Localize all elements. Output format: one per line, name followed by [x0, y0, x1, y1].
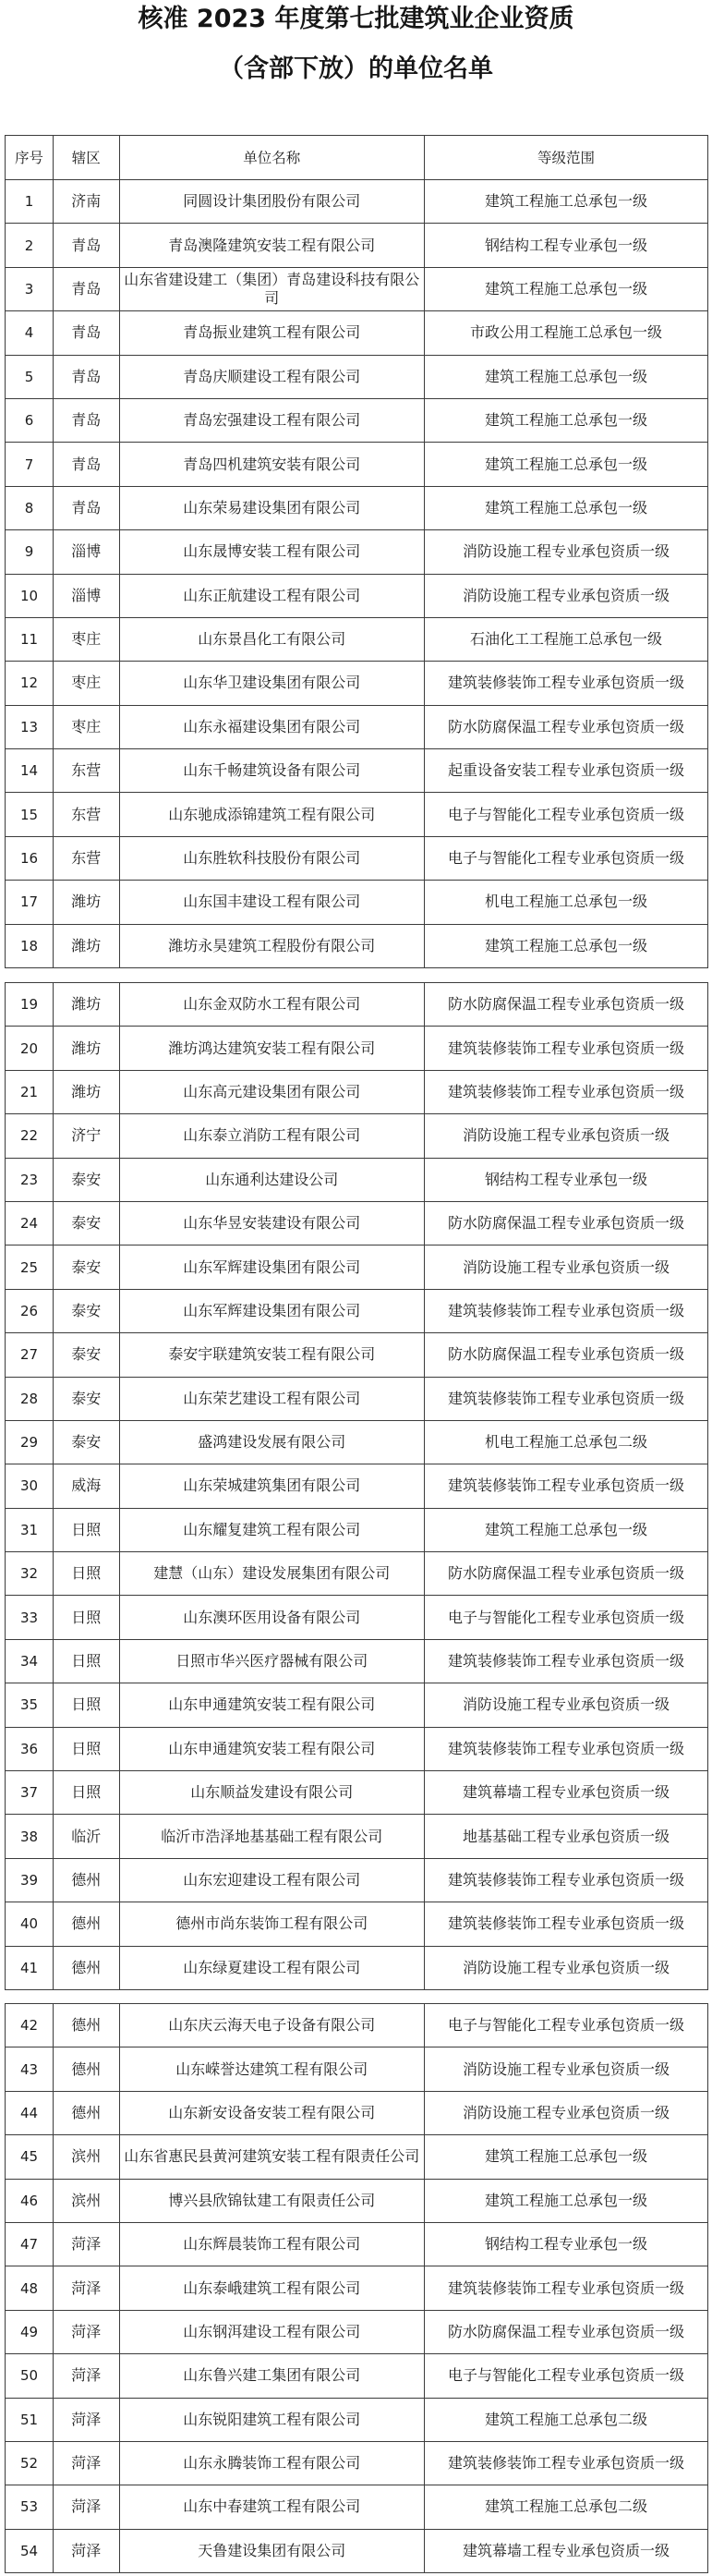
company-name-cell: 山东绿夏建设工程有限公司 [120, 1947, 426, 1990]
table-row [6, 2223, 708, 2266]
header-jurisdiction: 辖区 [54, 136, 120, 180]
qualification-scope-cell: 建筑装修装饰工程专业承包资质一级 [425, 1728, 708, 1771]
qualification-scope-cell: 建筑工程施工总承包一级 [425, 1509, 708, 1552]
qualification-scope-cell: 消防设施工程专业承包资质一级 [425, 1947, 708, 1990]
qualification-scope-cell: 建筑装修装饰工程专业承包资质一级 [425, 2266, 708, 2310]
row-number-cell: 21 [6, 1071, 54, 1114]
jurisdiction-cell: 东营 [54, 793, 120, 836]
table-row [6, 224, 708, 267]
row-number-cell: 9 [6, 530, 54, 574]
jurisdiction-cell: 枣庄 [54, 618, 120, 662]
table-row [6, 180, 708, 224]
company-name-cell: 日照市华兴医疗器械有限公司 [120, 1640, 426, 1683]
qualification-scope-cell: 地基基础工程专业承包资质一级 [425, 1815, 708, 1858]
qualification-table-section [5, 982, 708, 1990]
qualification-scope-cell: 建筑幕墙工程专业承包资质一级 [425, 1771, 708, 1815]
qualification-scope-cell: 消防设施工程专业承包资质一级 [425, 1114, 708, 1158]
company-name-cell: 同圆设计集团股份有限公司 [120, 180, 426, 224]
row-number-cell: 41 [6, 1947, 54, 1990]
qualification-scope-cell: 建筑工程施工总承包一级 [425, 399, 708, 443]
row-number-cell: 48 [6, 2266, 54, 2310]
table-row [6, 575, 708, 618]
company-name-cell: 山东永腾装饰工程有限公司 [120, 2442, 426, 2485]
table-row [6, 837, 708, 881]
jurisdiction-cell: 德州 [54, 1947, 120, 1990]
qualification-scope-cell: 电子与智能化工程专业承包资质一级 [425, 837, 708, 881]
qualification-scope-cell: 防水防腐保温工程专业承包资质一级 [425, 706, 708, 749]
qualification-scope-cell: 钢结构工程专业承包一级 [425, 1159, 708, 1202]
company-name-cell: 盛鸿建设发展有限公司 [120, 1421, 426, 1464]
jurisdiction-cell: 德州 [54, 1859, 120, 1902]
company-name-cell: 山东锐阳建筑工程有限公司 [120, 2399, 426, 2442]
row-number-cell: 23 [6, 1159, 54, 1202]
company-name-cell: 山东永福建设集团有限公司 [120, 706, 426, 749]
table-row [6, 706, 708, 749]
table-row [6, 983, 708, 1027]
row-number-cell: 19 [6, 983, 54, 1027]
company-name-cell: 山东新安设备安装工程有限公司 [120, 2092, 426, 2135]
company-name-cell: 山东晟博安装工程有限公司 [120, 530, 426, 574]
qualification-scope-cell: 建筑装修装饰工程专业承包资质一级 [425, 662, 708, 705]
table-row [6, 1815, 708, 1858]
jurisdiction-cell: 日照 [54, 1509, 120, 1552]
qualification-scope-cell: 建筑工程施工总承包二级 [425, 2399, 708, 2442]
table-row [6, 443, 708, 486]
jurisdiction-cell: 日照 [54, 1683, 120, 1727]
row-number-cell: 37 [6, 1771, 54, 1815]
table-row [6, 1333, 708, 1377]
qualification-scope-cell: 防水防腐保温工程专业承包资质一级 [425, 1552, 708, 1596]
jurisdiction-cell: 潍坊 [54, 925, 120, 968]
jurisdiction-cell: 德州 [54, 2047, 120, 2091]
table-row [6, 2530, 708, 2573]
table-row [6, 487, 708, 530]
jurisdiction-cell: 日照 [54, 1552, 120, 1596]
jurisdiction-cell: 菏泽 [54, 2223, 120, 2266]
table-row [6, 2311, 708, 2354]
row-number-cell: 10 [6, 575, 54, 618]
company-name-cell: 山东军辉建设集团有限公司 [120, 1290, 426, 1333]
page-title: 核准 2023 年度第七批建筑业企业资质 [138, 5, 574, 33]
company-name-cell: 青岛振业建筑工程有限公司 [120, 311, 426, 355]
company-name-cell: 山东华卫建设集团有限公司 [120, 662, 426, 705]
qualification-scope-cell: 消防设施工程专业承包资质一级 [425, 1683, 708, 1727]
qualification-scope-cell: 防水防腐保温工程专业承包资质一级 [425, 983, 708, 1027]
row-number-cell: 39 [6, 1859, 54, 1902]
row-number-cell: 33 [6, 1596, 54, 1639]
jurisdiction-cell: 德州 [54, 2092, 120, 2135]
company-name-cell: 潍坊鸿达建筑安装工程有限公司 [120, 1027, 426, 1070]
company-name-cell: 泰安宇联建筑安装工程有限公司 [120, 1333, 426, 1377]
row-number-cell: 47 [6, 2223, 54, 2266]
jurisdiction-cell: 青岛 [54, 356, 120, 399]
table-row [6, 1290, 708, 1333]
qualification-scope-cell: 建筑装修装饰工程专业承包资质一级 [425, 1640, 708, 1683]
qualification-scope-cell: 防水防腐保温工程专业承包资质一级 [425, 1333, 708, 1377]
table-row [6, 1245, 708, 1289]
company-name-cell: 山东荣易建设集团有限公司 [120, 487, 426, 530]
company-name-cell: 山东辉晨装饰工程有限公司 [120, 2223, 426, 2266]
table-row [6, 1902, 708, 1946]
company-name-cell: 山东省建设建工（集团）青岛建设科技有限公司 [120, 268, 426, 311]
header-company-name: 单位名称 [120, 136, 426, 180]
qualification-table-section [5, 135, 708, 968]
table-row [6, 1027, 708, 1070]
table-row [6, 2354, 708, 2398]
company-name-cell: 山东正航建设工程有限公司 [120, 575, 426, 618]
company-name-cell: 山东泰峨建筑工程有限公司 [120, 2266, 426, 2310]
qualification-scope-cell: 消防设施工程专业承包资质一级 [425, 2047, 708, 2091]
table-row [6, 1771, 708, 1815]
jurisdiction-cell: 潍坊 [54, 1027, 120, 1070]
jurisdiction-cell: 菏泽 [54, 2442, 120, 2485]
company-name-cell: 山东景昌化工有限公司 [120, 618, 426, 662]
table-row [6, 1552, 708, 1596]
row-number-cell: 44 [6, 2092, 54, 2135]
page-subtitle: （含部下放）的单位名单 [219, 55, 493, 83]
qualification-scope-cell: 建筑工程施工总承包一级 [425, 2135, 708, 2179]
qualification-scope-cell: 建筑装修装饰工程专业承包资质一级 [425, 1071, 708, 1114]
company-name-cell: 临沂市浩泽地基基础工程有限公司 [120, 1815, 426, 1858]
table-row [6, 2485, 708, 2529]
company-name-cell: 山东高元建设集团有限公司 [120, 1071, 426, 1114]
table-row [6, 2047, 708, 2091]
qualification-scope-cell: 机电工程施工总承包一级 [425, 881, 708, 924]
row-number-cell: 16 [6, 837, 54, 881]
company-name-cell: 山东军辉建设集团有限公司 [120, 1245, 426, 1289]
table-row [6, 1464, 708, 1508]
jurisdiction-cell: 泰安 [54, 1421, 120, 1464]
table-row [6, 1159, 708, 1202]
jurisdiction-cell: 菏泽 [54, 2530, 120, 2573]
table-row [6, 2399, 708, 2442]
company-name-cell: 山东申通建筑安装工程有限公司 [120, 1728, 426, 1771]
table-row [6, 1859, 708, 1902]
jurisdiction-cell: 泰安 [54, 1245, 120, 1289]
company-name-cell: 山东申通建筑安装工程有限公司 [120, 1683, 426, 1727]
qualification-scope-cell: 消防设施工程专业承包资质一级 [425, 530, 708, 574]
jurisdiction-cell: 泰安 [54, 1159, 120, 1202]
jurisdiction-cell: 滨州 [54, 2135, 120, 2179]
company-name-cell: 山东澳环医用设备有限公司 [120, 1596, 426, 1639]
row-number-cell: 49 [6, 2311, 54, 2354]
row-number-cell: 28 [6, 1378, 54, 1421]
row-number-cell: 20 [6, 1027, 54, 1070]
jurisdiction-cell: 潍坊 [54, 1071, 120, 1114]
jurisdiction-cell: 枣庄 [54, 706, 120, 749]
row-number-cell: 45 [6, 2135, 54, 2179]
jurisdiction-cell: 淄博 [54, 575, 120, 618]
row-number-cell: 17 [6, 881, 54, 924]
qualification-scope-cell: 消防设施工程专业承包资质一级 [425, 575, 708, 618]
table-row [6, 2180, 708, 2223]
table-row [6, 1114, 708, 1158]
row-number-cell: 1 [6, 180, 54, 224]
row-number-cell: 43 [6, 2047, 54, 2091]
qualification-scope-cell: 消防设施工程专业承包资质一级 [425, 2092, 708, 2135]
row-number-cell: 54 [6, 2530, 54, 2573]
header-row-number: 序号 [6, 136, 54, 180]
table-row [6, 1071, 708, 1114]
table-row [6, 1596, 708, 1639]
table-row [6, 2442, 708, 2485]
jurisdiction-cell: 菏泽 [54, 2311, 120, 2354]
jurisdiction-cell: 菏泽 [54, 2354, 120, 2398]
company-name-cell: 天鲁建设集团有限公司 [120, 2530, 426, 2573]
table-row [6, 530, 708, 574]
company-name-cell: 山东嵘誉达建筑工程有限公司 [120, 2047, 426, 2091]
row-number-cell: 51 [6, 2399, 54, 2442]
row-number-cell: 42 [6, 2004, 54, 2047]
table-row [6, 2266, 708, 2310]
qualification-scope-cell: 建筑工程施工总承包二级 [425, 2485, 708, 2529]
company-name-cell: 山东鲁兴建工集团有限公司 [120, 2354, 426, 2398]
qualification-scope-cell: 消防设施工程专业承包资质一级 [425, 1245, 708, 1289]
qualification-scope-cell: 市政公用工程施工总承包一级 [425, 311, 708, 355]
row-number-cell: 18 [6, 925, 54, 968]
table-row [6, 925, 708, 968]
jurisdiction-cell: 泰安 [54, 1290, 120, 1333]
company-name-cell: 山东宏迎建设工程有限公司 [120, 1859, 426, 1902]
row-number-cell: 6 [6, 399, 54, 443]
row-number-cell: 32 [6, 1552, 54, 1596]
company-name-cell: 青岛澳隆建筑安装工程有限公司 [120, 224, 426, 267]
table-row [6, 662, 708, 705]
qualification-scope-cell: 建筑工程施工总承包一级 [425, 443, 708, 486]
row-number-cell: 40 [6, 1902, 54, 1946]
qualification-scope-cell: 建筑工程施工总承包一级 [425, 487, 708, 530]
company-name-cell: 山东泰立消防工程有限公司 [120, 1114, 426, 1158]
row-number-cell: 25 [6, 1245, 54, 1289]
row-number-cell: 11 [6, 618, 54, 662]
qualification-scope-cell: 建筑装修装饰工程专业承包资质一级 [425, 2442, 708, 2485]
jurisdiction-cell: 潍坊 [54, 881, 120, 924]
table-header-row [6, 136, 708, 180]
qualification-scope-cell: 建筑工程施工总承包一级 [425, 268, 708, 311]
jurisdiction-cell: 临沂 [54, 1815, 120, 1858]
qualification-scope-cell: 建筑工程施工总承包一级 [425, 356, 708, 399]
row-number-cell: 38 [6, 1815, 54, 1858]
table-row [6, 2135, 708, 2179]
row-number-cell: 50 [6, 2354, 54, 2398]
jurisdiction-cell: 菏泽 [54, 2399, 120, 2442]
company-name-cell: 山东驰成添锦建筑工程有限公司 [120, 793, 426, 836]
jurisdiction-cell: 枣庄 [54, 662, 120, 705]
jurisdiction-cell: 德州 [54, 1902, 120, 1946]
qualification-scope-cell: 石油化工工程施工总承包一级 [425, 618, 708, 662]
jurisdiction-cell: 青岛 [54, 487, 120, 530]
qualification-table-section [5, 2003, 708, 2573]
qualification-scope-cell: 建筑装修装饰工程专业承包资质一级 [425, 1290, 708, 1333]
jurisdiction-cell: 青岛 [54, 224, 120, 267]
jurisdiction-cell: 东营 [54, 837, 120, 881]
row-number-cell: 52 [6, 2442, 54, 2485]
jurisdiction-cell: 潍坊 [54, 983, 120, 1027]
jurisdiction-cell: 泰安 [54, 1333, 120, 1377]
row-number-cell: 13 [6, 706, 54, 749]
company-name-cell: 山东耀复建筑工程有限公司 [120, 1509, 426, 1552]
jurisdiction-cell: 泰安 [54, 1202, 120, 1245]
table-row [6, 1683, 708, 1727]
jurisdiction-cell: 威海 [54, 1464, 120, 1508]
table-row [6, 1378, 708, 1421]
jurisdiction-cell: 日照 [54, 1640, 120, 1683]
jurisdiction-cell: 青岛 [54, 268, 120, 311]
company-name-cell: 建慧（山东）建设发展集团有限公司 [120, 1552, 426, 1596]
row-number-cell: 53 [6, 2485, 54, 2529]
company-name-cell: 潍坊永昊建筑工程股份有限公司 [120, 925, 426, 968]
table-row [6, 618, 708, 662]
table-row [6, 2004, 708, 2047]
qualification-scope-cell: 防水防腐保温工程专业承包资质一级 [425, 2311, 708, 2354]
jurisdiction-cell: 青岛 [54, 443, 120, 486]
table-row [6, 793, 708, 836]
row-number-cell: 3 [6, 268, 54, 311]
company-name-cell: 山东荣城建筑集团有限公司 [120, 1464, 426, 1508]
qualification-scope-cell: 建筑装修装饰工程专业承包资质一级 [425, 1027, 708, 1070]
row-number-cell: 12 [6, 662, 54, 705]
jurisdiction-cell: 泰安 [54, 1378, 120, 1421]
table-row [6, 1728, 708, 1771]
table-row [6, 399, 708, 443]
table-row [6, 1509, 708, 1552]
jurisdiction-cell: 滨州 [54, 2180, 120, 2223]
row-number-cell: 27 [6, 1333, 54, 1377]
company-name-cell: 山东胜软科技股份有限公司 [120, 837, 426, 881]
qualification-scope-cell: 防水防腐保温工程专业承包资质一级 [425, 1202, 708, 1245]
company-name-cell: 山东钢洱建设工程有限公司 [120, 2311, 426, 2354]
row-number-cell: 46 [6, 2180, 54, 2223]
company-name-cell: 山东金双防水工程有限公司 [120, 983, 426, 1027]
jurisdiction-cell: 德州 [54, 2004, 120, 2047]
qualification-scope-cell: 机电工程施工总承包二级 [425, 1421, 708, 1464]
row-number-cell: 29 [6, 1421, 54, 1464]
row-number-cell: 2 [6, 224, 54, 267]
company-name-cell: 德州市尚东装饰工程有限公司 [120, 1902, 426, 1946]
row-number-cell: 31 [6, 1509, 54, 1552]
jurisdiction-cell: 菏泽 [54, 2485, 120, 2529]
company-name-cell: 山东国丰建设工程有限公司 [120, 881, 426, 924]
table-row [6, 1947, 708, 1990]
jurisdiction-cell: 济宁 [54, 1114, 120, 1158]
row-number-cell: 14 [6, 749, 54, 793]
qualification-scope-cell: 电子与智能化工程专业承包资质一级 [425, 2004, 708, 2047]
qualification-scope-cell: 电子与智能化工程专业承包资质一级 [425, 793, 708, 836]
row-number-cell: 7 [6, 443, 54, 486]
qualification-scope-cell: 建筑幕墙工程专业承包资质一级 [425, 2530, 708, 2573]
table-row [6, 311, 708, 355]
jurisdiction-cell: 日照 [54, 1771, 120, 1815]
row-number-cell: 5 [6, 356, 54, 399]
table-row [6, 749, 708, 793]
company-name-cell: 山东中春建筑工程有限公司 [120, 2485, 426, 2529]
qualification-scope-cell: 起重设备安装工程专业承包资质一级 [425, 749, 708, 793]
row-number-cell: 36 [6, 1728, 54, 1771]
qualification-scope-cell: 建筑装修装饰工程专业承包资质一级 [425, 1859, 708, 1902]
row-number-cell: 30 [6, 1464, 54, 1508]
jurisdiction-cell: 济南 [54, 180, 120, 224]
qualification-scope-cell: 钢结构工程专业承包一级 [425, 224, 708, 267]
row-number-cell: 8 [6, 487, 54, 530]
row-number-cell: 4 [6, 311, 54, 355]
row-number-cell: 35 [6, 1683, 54, 1727]
qualification-scope-cell: 建筑装修装饰工程专业承包资质一级 [425, 1378, 708, 1421]
company-name-cell: 山东荣艺建设工程有限公司 [120, 1378, 426, 1421]
company-name-cell: 山东省惠民县黄河建筑安装工程有限责任公司 [120, 2135, 426, 2179]
jurisdiction-cell: 菏泽 [54, 2266, 120, 2310]
company-name-cell: 山东庆云海天电子设备有限公司 [120, 2004, 426, 2047]
jurisdiction-cell: 青岛 [54, 311, 120, 355]
company-name-cell: 山东顺益发建设有限公司 [120, 1771, 426, 1815]
qualification-scope-cell: 电子与智能化工程专业承包资质一级 [425, 2354, 708, 2398]
table-row [6, 268, 708, 311]
jurisdiction-cell: 东营 [54, 749, 120, 793]
header-qualification-scope: 等级范围 [425, 136, 708, 180]
table-row [6, 1202, 708, 1245]
company-name-cell: 博兴县欣锦钛建工有限责任公司 [120, 2180, 426, 2223]
table-row [6, 356, 708, 399]
company-name-cell: 山东千畅建筑设备有限公司 [120, 749, 426, 793]
company-name-cell: 山东通利达建设公司 [120, 1159, 426, 1202]
row-number-cell: 15 [6, 793, 54, 836]
qualification-scope-cell: 建筑工程施工总承包一级 [425, 2180, 708, 2223]
company-name-cell: 青岛四机建筑安装有限公司 [120, 443, 426, 486]
table-row [6, 1421, 708, 1464]
row-number-cell: 34 [6, 1640, 54, 1683]
qualification-scope-cell: 建筑工程施工总承包一级 [425, 925, 708, 968]
table-row [6, 1640, 708, 1683]
jurisdiction-cell: 淄博 [54, 530, 120, 574]
qualification-scope-cell: 电子与智能化工程专业承包资质一级 [425, 1596, 708, 1639]
row-number-cell: 26 [6, 1290, 54, 1333]
row-number-cell: 24 [6, 1202, 54, 1245]
qualification-scope-cell: 建筑装修装饰工程专业承包资质一级 [425, 1902, 708, 1946]
table-row [6, 2092, 708, 2135]
jurisdiction-cell: 青岛 [54, 399, 120, 443]
company-name-cell: 山东华昱安装建设有限公司 [120, 1202, 426, 1245]
company-name-cell: 青岛宏强建设工程有限公司 [120, 399, 426, 443]
qualification-scope-cell: 钢结构工程专业承包一级 [425, 2223, 708, 2266]
company-name-cell: 青岛庆顺建设工程有限公司 [120, 356, 426, 399]
jurisdiction-cell: 日照 [54, 1728, 120, 1771]
jurisdiction-cell: 日照 [54, 1596, 120, 1639]
row-number-cell: 22 [6, 1114, 54, 1158]
table-row [6, 881, 708, 924]
qualification-scope-cell: 建筑工程施工总承包一级 [425, 180, 708, 224]
qualification-scope-cell: 建筑装修装饰工程专业承包资质一级 [425, 1464, 708, 1508]
